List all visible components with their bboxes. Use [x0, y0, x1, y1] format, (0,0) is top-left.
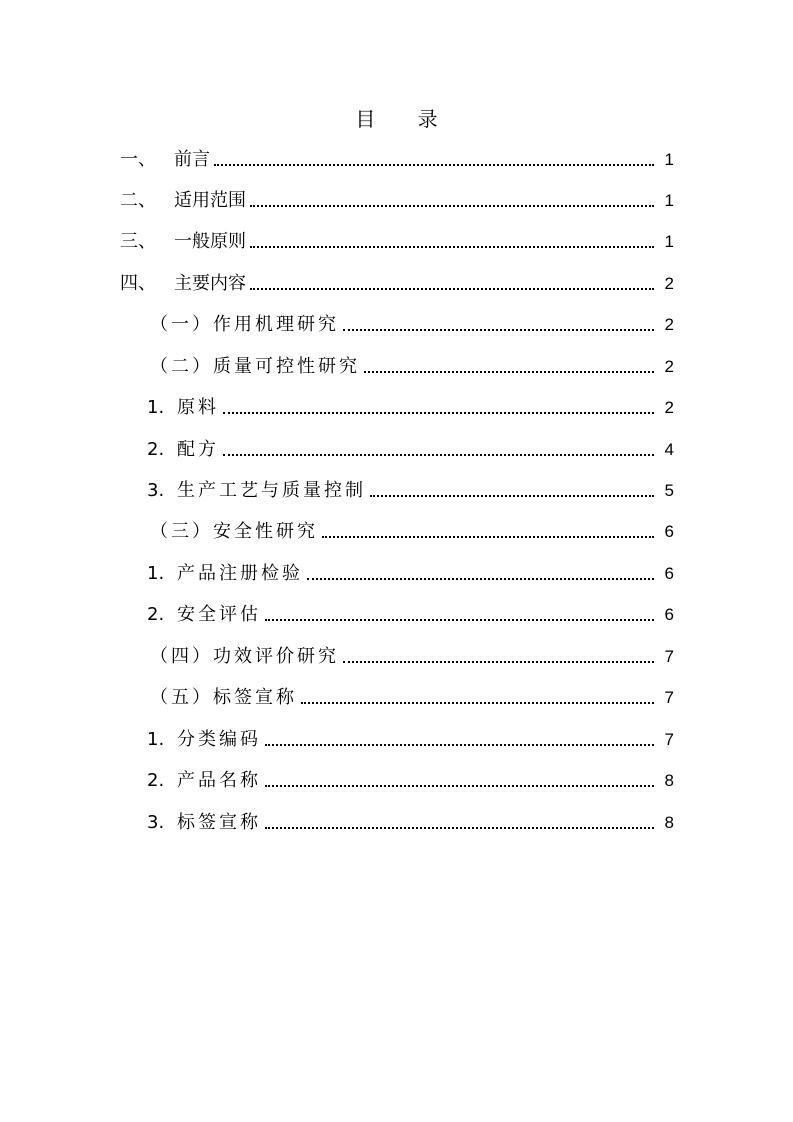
toc-entry-label: （二）质量可控性研究 [150, 356, 360, 377]
toc-dot-leader [265, 744, 654, 746]
toc-page-number: 6 [664, 605, 674, 624]
toc-page-number: 1 [664, 150, 674, 169]
toc-entry-label: 生产工艺与质量控制 [177, 480, 366, 501]
toc-page-number: 7 [664, 688, 674, 707]
toc-dot-leader [223, 454, 654, 456]
toc-entry-label: （一）作用机理研究 [150, 314, 339, 335]
toc-page-number: 2 [664, 398, 674, 417]
toc-entry-quality-control-research[interactable] [150, 354, 674, 380]
toc-entry-label: 原料 [177, 397, 219, 418]
toc-dot-leader [265, 827, 654, 829]
toc-page-number: 2 [664, 315, 674, 334]
toc-entry-product-name[interactable] [147, 768, 674, 794]
toc-entry-efficacy-research[interactable] [150, 644, 674, 670]
toc-page-number: 2 [664, 274, 674, 293]
toc-page-number: 1 [664, 191, 674, 210]
toc-entry-number: 3. [147, 812, 165, 833]
toc-dot-leader [250, 288, 654, 290]
toc-entry-number: 一、 [120, 149, 156, 170]
toc-entry-number: 1. [147, 563, 165, 584]
toc-entry-label: 配方 [177, 439, 219, 460]
toc-entry-main-content[interactable] [120, 271, 674, 297]
toc-dot-leader [343, 329, 654, 331]
toc-entry-safety-research[interactable] [150, 519, 674, 545]
toc-page-number: 5 [664, 481, 674, 500]
toc-entry-registration-testing[interactable] [147, 561, 674, 587]
toc-page-number: 8 [664, 813, 674, 832]
toc-entry-number: 3. [147, 480, 165, 501]
toc-entry-number: 二、 [120, 190, 156, 211]
toc-entry-label: 分类编码 [177, 729, 261, 750]
toc-entry-label: 一般原则 [174, 231, 246, 252]
toc-page-number: 6 [664, 564, 674, 583]
toc-entry-raw-materials[interactable] [147, 395, 674, 421]
toc-entry-number: 四、 [120, 273, 156, 294]
toc-dot-leader [250, 246, 654, 248]
toc-dot-leader [370, 495, 654, 497]
toc-dot-leader [265, 785, 654, 787]
toc-entry-label-statement[interactable] [147, 810, 674, 836]
toc-entry-scope[interactable] [120, 188, 674, 214]
toc-page-number: 2 [664, 357, 674, 376]
toc-entry-safety-assessment[interactable] [147, 602, 674, 628]
toc-entry-label: 标签宣称 [177, 812, 261, 833]
toc-entry-production-process[interactable] [147, 478, 674, 504]
toc-entry-classification-code[interactable] [147, 727, 674, 753]
toc-page-number: 4 [664, 440, 674, 459]
toc-page-number: 1 [664, 232, 674, 251]
toc-dot-leader [250, 205, 654, 207]
toc-entry-general-principles[interactable] [120, 229, 674, 255]
toc-entry-label: 主要内容 [174, 273, 246, 294]
toc-entry-preface[interactable] [120, 147, 674, 173]
toc-entry-label: 安全评估 [177, 604, 261, 625]
toc-entry-number: 1. [147, 397, 165, 418]
toc-dot-leader [301, 702, 654, 704]
toc-dot-leader [307, 578, 654, 580]
toc-dot-leader [343, 661, 654, 663]
toc-entry-label-claims[interactable] [150, 685, 674, 711]
toc-page-number: 7 [664, 647, 674, 666]
toc-entry-label: （四）功效评价研究 [150, 646, 339, 667]
toc-page-number: 8 [664, 771, 674, 790]
toc-dot-leader [364, 371, 654, 373]
toc-entry-label: 前言 [174, 149, 210, 170]
toc-entry-mechanism-research[interactable] [150, 312, 674, 338]
toc-entry-label: 产品注册检验 [177, 563, 303, 584]
toc-dot-leader [214, 164, 654, 166]
toc-entry-label: 产品名称 [177, 770, 261, 791]
toc-entry-number: 2. [147, 439, 165, 460]
toc-entry-number: 1. [147, 729, 165, 750]
toc-entry-number: 2. [147, 770, 165, 791]
toc-dot-leader [265, 619, 654, 621]
page-title: 目 录 [355, 107, 456, 131]
toc-page-number: 7 [664, 730, 674, 749]
toc-dot-leader [322, 536, 654, 538]
toc-entry-label: （五）标签宣称 [150, 687, 297, 708]
toc-entry-number: 三、 [120, 231, 156, 252]
toc-entry-number: 2. [147, 604, 165, 625]
toc-page-number: 6 [664, 522, 674, 541]
toc-entry-label: 适用范围 [174, 190, 246, 211]
toc-entry-label: （三）安全性研究 [150, 521, 318, 542]
toc-entry-formula[interactable] [147, 437, 674, 463]
toc-dot-leader [223, 412, 654, 414]
